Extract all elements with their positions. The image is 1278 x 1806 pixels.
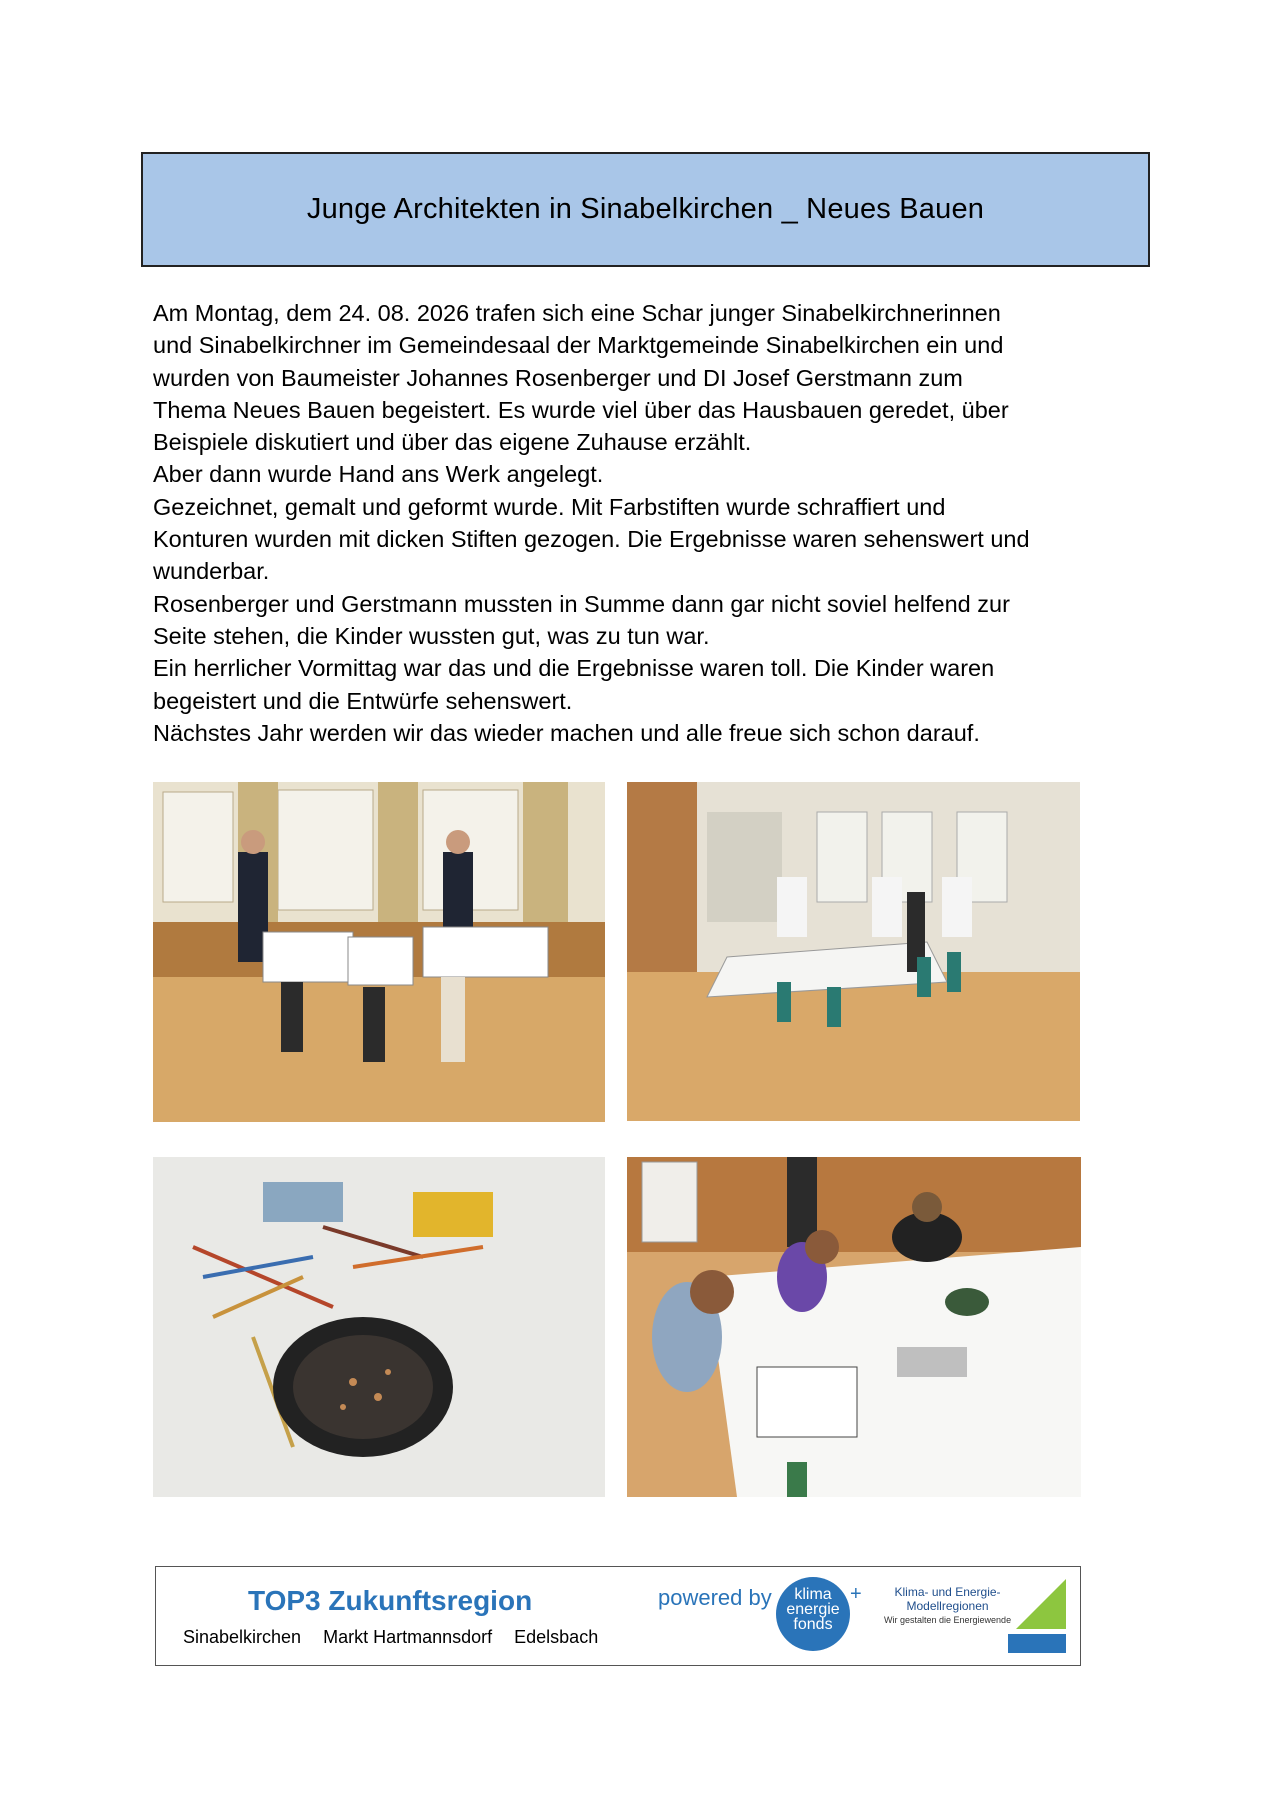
kem-triangle-logo-icon bbox=[1008, 1579, 1066, 1653]
body-line: Ein herrlicher Vormittag war das und die Ergebnisse waren toll. Die Kinder waren bbox=[153, 655, 995, 682]
powered-by-text: powered by bbox=[658, 1585, 772, 1610]
plus-sign: + bbox=[850, 1583, 862, 1605]
photo-group-with-drawings bbox=[153, 782, 605, 1122]
body-line: begeistert und die Entwürfe sehenswert. bbox=[153, 687, 573, 714]
body-line: Thema Neues Bauen begeistert. Es wurde viel über das Hausbauen geredet, über bbox=[153, 396, 1009, 423]
body-line: Nächstes Jahr werden wir das wieder machen und alle freue sich schon darauf. bbox=[153, 719, 980, 746]
town: Edelsbach bbox=[514, 1627, 599, 1647]
towns-list bbox=[183, 1627, 598, 1648]
page-title: Junge Architekten in Sinabelkirchen _ Neues Bauen bbox=[306, 193, 985, 225]
photo-pencils-and-tray bbox=[153, 1157, 605, 1497]
title-box bbox=[141, 152, 1150, 267]
body-line: Am Montag, dem 24. 08. 2026 trafen sich eine Schar junger Sinabelkirchnerinnen bbox=[153, 300, 1001, 326]
body-line: Rosenberger und Gerstmann mussten in Summe dann gar nicht soviel helfend zur bbox=[153, 590, 1010, 617]
klimafonds-logo: klima energie fonds bbox=[776, 1577, 850, 1651]
town: Markt Hartmannsdorf bbox=[323, 1627, 493, 1647]
article-body bbox=[153, 297, 1143, 749]
region-name: TOP3 Zukunftsregion bbox=[248, 1585, 533, 1616]
body-line: Beispiele diskutiert und über das eigene Zuhause erzählt. bbox=[153, 429, 752, 456]
body-line: Gezeichnet, gemalt und geformt wurde. Mit Farbstiften wurde schraffiert und bbox=[153, 493, 946, 520]
town: Sinabelkirchen bbox=[183, 1627, 302, 1647]
body-line: Aber dann wurde Hand ans Werk angelegt. bbox=[153, 461, 604, 488]
body-line: wurden von Baumeister Johannes Rosenberger und DI Josef Gerstmann zum bbox=[153, 364, 963, 391]
photo-children-drawing bbox=[627, 1157, 1081, 1497]
photo-hall-with-tables bbox=[627, 782, 1080, 1121]
body-line: Seite stehen, die Kinder wussten gut, was zu tun war. bbox=[153, 622, 710, 649]
body-line: wunderbar. bbox=[153, 558, 270, 585]
kem-logo-text: Klima- und Energie- Modellregionen Wir gestalten die Energiewende bbox=[884, 1585, 1012, 1625]
footer-banner bbox=[155, 1566, 1081, 1666]
body-line: und Sinabelkirchner im Gemeindesaal der Marktgemeinde Sinabelkirchen ein und bbox=[153, 332, 1004, 359]
body-line: Konturen wurden mit dicken Stiften gezogen. Die Ergebnisse waren sehenswert und bbox=[153, 526, 1030, 553]
